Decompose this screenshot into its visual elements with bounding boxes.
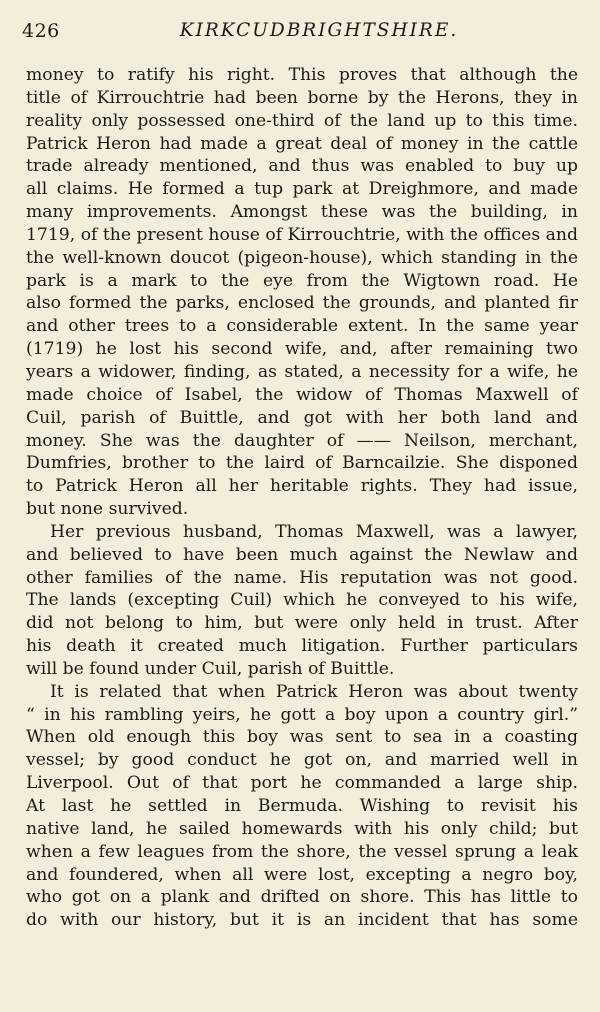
text-line: It is related that when Patrick Heron was about twenty xyxy=(50,681,578,702)
text-line: when a few leagues from the shore, the vessel sprung a leak xyxy=(26,841,578,862)
text-line: and believed to have been much against the Newlaw and xyxy=(26,544,578,565)
text-line: many improvements. Amongst these was the building, in xyxy=(26,202,578,223)
text-line: also formed the parks, enclosed the grounds, and planted fir xyxy=(26,293,578,314)
text-line: and foundered, when all were lost, excepting a negro boy, xyxy=(26,864,578,885)
text-line: trade already mentioned, and thus was enabled to buy up xyxy=(26,156,578,177)
text-line: will be found under Cuil, parish of Buittle. xyxy=(26,658,395,679)
text-line: money to ratify his right. This proves that although the xyxy=(26,65,578,85)
page-number: 426 xyxy=(22,20,60,42)
text-line: his death it created much litigation. Further particulars xyxy=(26,636,578,657)
text-line: title of Kirrouchtrie had been borne by the Herons, they in xyxy=(26,87,578,108)
text-line: “ in his rambling yeirs, he gott a boy upon a country girl.” xyxy=(26,704,578,725)
text-line: do with our history, but it is an incident that has some xyxy=(26,910,578,931)
text-line: but none survived. xyxy=(26,499,189,520)
text-line: When old enough this boy was sent to sea in a coasting xyxy=(26,727,578,748)
body-text xyxy=(26,64,578,932)
text-line: Liverpool. Out of that port he commanded a large ship. xyxy=(26,773,578,794)
running-title: KIRKCUDBRIGHTSHIRE. xyxy=(179,20,459,41)
text-line: reality only possessed one-third of the land up to this time. xyxy=(26,110,578,131)
text-line: (1719) he lost his second wife, and, after remaining two xyxy=(26,339,578,360)
text-line: and other trees to a considerable extent. In the same year xyxy=(26,316,578,337)
text-line: who got on a plank and drifted on shore. This has little to xyxy=(26,887,578,908)
text-line: Cuil, parish of Buittle, and got with her both land and xyxy=(26,407,578,428)
text-line: At last he settled in Bermuda. Wishing to revisit his xyxy=(26,796,578,816)
text-line: money. She was the daughter of —— Neilson, merchant, xyxy=(26,430,578,451)
text-line: the well-known doucot (pigeon-house), which standing in the xyxy=(26,247,578,268)
text-line: years a widower, finding, as stated, a necessity for a wife, he xyxy=(26,361,578,382)
text-line: The lands (excepting Cuil) which he conveyed to his wife, xyxy=(26,590,578,611)
text-line: Her previous husband, Thomas Maxwell, was a lawyer, xyxy=(50,521,578,542)
text-line: native land, he sailed homewards with his only child; but xyxy=(26,818,578,839)
text-line: Patrick Heron had made a great deal of money in the cattle xyxy=(26,133,578,154)
text-line: other families of the name. His reputation was not good. xyxy=(26,567,578,588)
text-line: made choice of Isabel, the widow of Thomas Maxwell of xyxy=(26,384,578,405)
text-line: 1719, of the present house of Kirrouchtrie, with the offices and xyxy=(26,224,578,245)
text-line: did not belong to him, but were only held in trust. After xyxy=(26,613,578,634)
text-line: park is a mark to the eye from the Wigtown road. He xyxy=(26,270,578,291)
text-line: all claims. He formed a tup park at Dreighmore, and made xyxy=(26,179,578,200)
page-header xyxy=(22,16,576,48)
text-line: Dumfries, brother to the laird of Barncailzie. She disponed xyxy=(26,453,578,474)
text-line: to Patrick Heron all her heritable rights. They had issue, xyxy=(26,476,578,497)
text-line: vessel; by good conduct he got on, and married well in xyxy=(26,750,578,771)
